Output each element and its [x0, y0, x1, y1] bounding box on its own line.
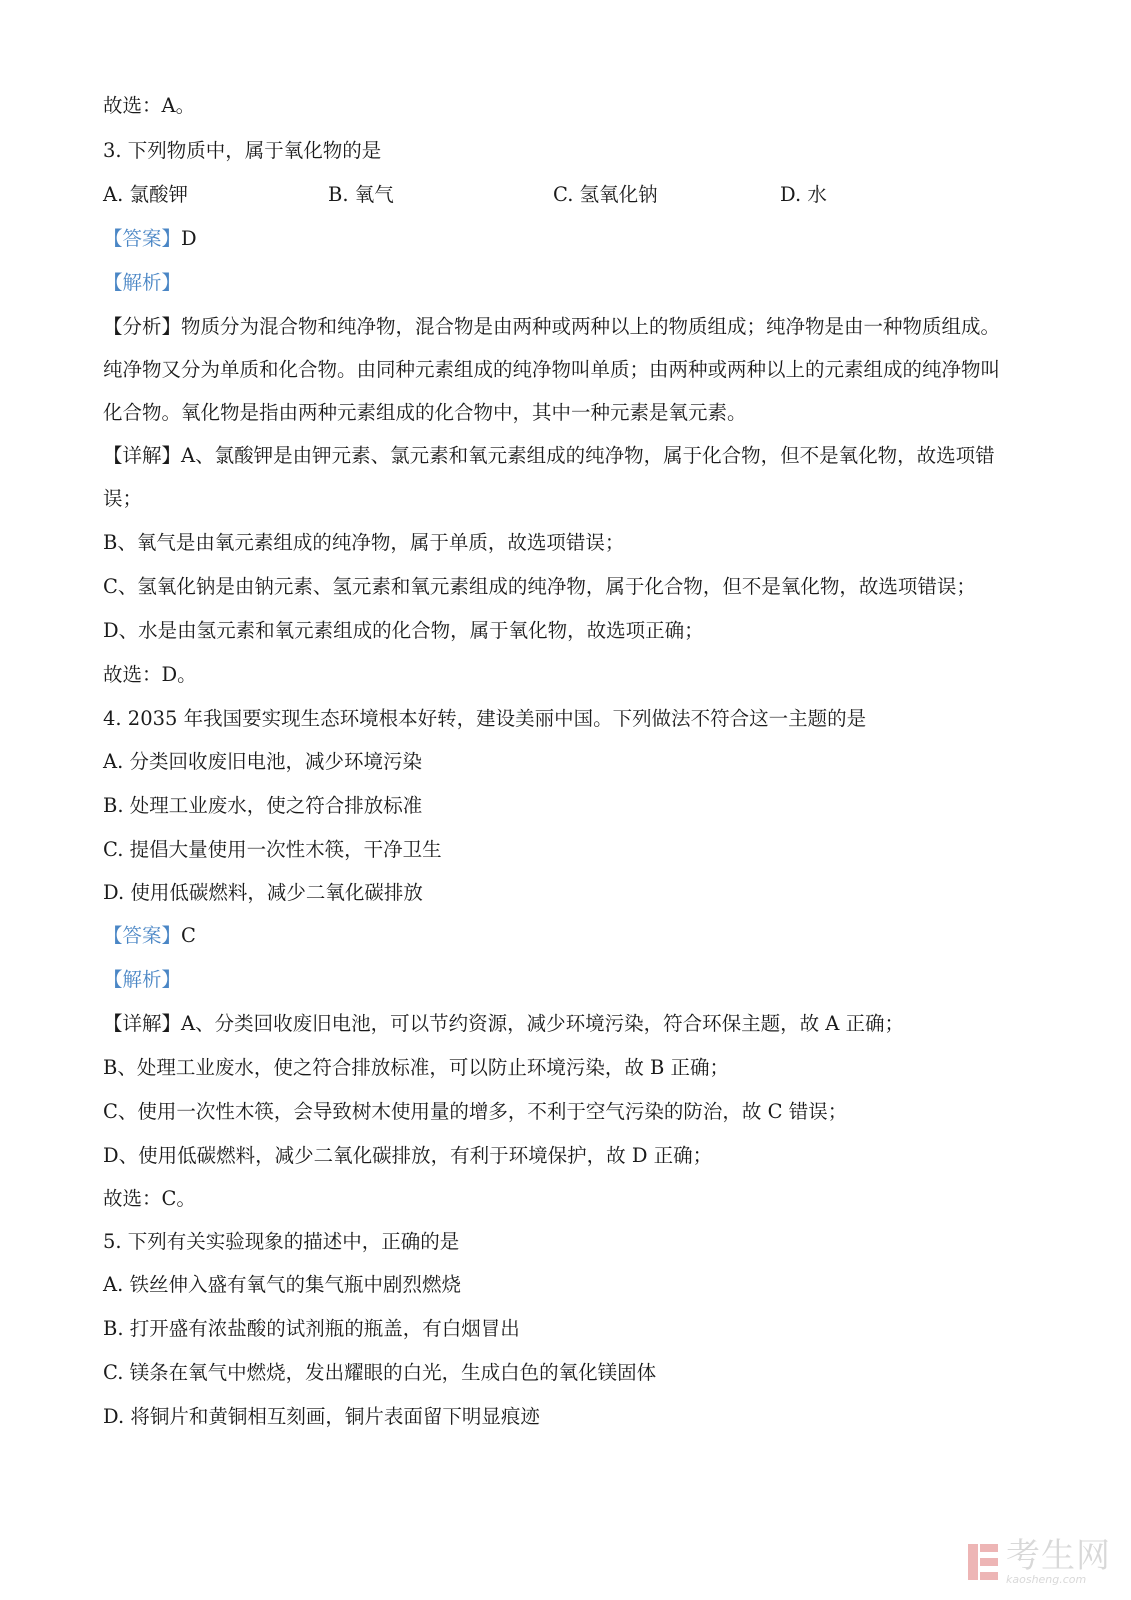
- q3-detail-b: B、氧气是由氧元素组成的纯净物，属于单质，故选项错误；: [103, 531, 625, 554]
- q4-conclusion: 故选：C。: [103, 1187, 196, 1210]
- q3-option-d: D. 水: [780, 183, 827, 206]
- q4-detail-d: D、使用低碳燃料，减少二氧化碳排放，有利于环境保护，故 D 正确；: [103, 1144, 713, 1167]
- conclusion-q2: 故选：A。: [103, 94, 196, 117]
- answer-tag: 【答案】: [103, 227, 182, 250]
- q3-detail-c: C、氢氧化钠是由钠元素、氢元素和氧元素组成的纯净物，属于化合物，但不是氧化物，故选项错误；: [103, 575, 976, 598]
- answer-value: D: [181, 227, 197, 250]
- q4-detail-c: C、使用一次性木筷，会导致树木使用量的增多，不利于空气污染的防治，故 C 错误；: [103, 1100, 848, 1123]
- q4-option-c: C. 提倡大量使用一次性木筷，干净卫生: [103, 838, 442, 861]
- q3-analysis-heading: [103, 270, 181, 296]
- q4-option-b: B. 处理工业废水，使之符合排放标准: [103, 794, 423, 817]
- q3-detail-line-2: 误；: [103, 487, 143, 510]
- q3-detail-d: D、水是由氢元素和氧元素组成的化合物，属于氧化物，故选项正确；: [103, 619, 704, 642]
- analysis-tag: 【解析】: [103, 968, 182, 991]
- q3-answer: [103, 226, 197, 252]
- q4-detail-a: 【详解】A、分类回收废旧电池，可以节约资源，减少环境污染，符合环保主题，故 A 正确；: [103, 1012, 905, 1035]
- q5-option-a: A. 铁丝伸入盛有氧气的集气瓶中剧烈燃烧: [103, 1273, 461, 1296]
- q4-detail-b: B、处理工业废水，使之符合排放标准，可以防止环境污染，故 B 正确；: [103, 1056, 730, 1079]
- answer-tag: 【答案】: [103, 924, 182, 947]
- q5-option-b: B. 打开盛有浓盐酸的试剂瓶的瓶盖，有白烟冒出: [103, 1317, 520, 1340]
- kaosheng-logo-icon: [966, 1542, 1000, 1582]
- q3-analysis-line-3: 化合物。氧化物是指由两种元素组成的化合物中，其中一种元素是氧元素。: [103, 401, 747, 424]
- watermark-en-text: kaosheng.com: [1006, 1573, 1087, 1586]
- q4-answer: [103, 923, 196, 949]
- q5-option-d: D. 将铜片和黄铜相互刻画，铜片表面留下明显痕迹: [103, 1405, 540, 1428]
- question-3-stem: 3. 下列物质中，属于氧化物的是: [103, 139, 382, 162]
- q4-option-a: A. 分类回收废旧电池，减少环境污染: [103, 750, 422, 773]
- question-4-stem: 4. 2035 年我国要实现生态环境根本好转，建设美丽中国。下列做法不符合这一主题的是: [103, 707, 867, 730]
- q4-analysis-heading: [103, 967, 181, 993]
- q4-option-d: D. 使用低碳燃料，减少二氧化碳排放: [103, 881, 423, 904]
- q3-conclusion: 故选：D。: [103, 663, 197, 686]
- question-5-stem: 5. 下列有关实验现象的描述中，正确的是: [103, 1230, 460, 1253]
- q3-analysis-line-1: 【分析】物质分为混合物和纯净物，混合物是由两种或两种以上的物质组成；纯净物是由一种物质组成。: [103, 315, 1001, 338]
- answer-value: C: [181, 924, 196, 947]
- q3-option-b: B. 氧气: [328, 183, 394, 206]
- analysis-tag: 【解析】: [103, 271, 182, 294]
- kaosheng-watermark: [966, 1538, 1111, 1586]
- q5-option-c: C. 镁条在氧气中燃烧，发出耀眼的白光，生成白色的氧化镁固体: [103, 1361, 657, 1384]
- q3-option-a: A. 氯酸钾: [103, 183, 188, 206]
- q3-option-c: C. 氢氧化钠: [553, 183, 658, 206]
- q3-analysis-line-2: 纯净物又分为单质和化合物。由同种元素组成的纯净物叫单质；由两种或两种以上的元素组成的纯净物叫: [103, 358, 1001, 381]
- q3-detail-line-1: 【详解】A、氯酸钾是由钾元素、氯元素和氧元素组成的纯净物，属于化合物，但不是氧化物，故选项错: [103, 444, 995, 467]
- watermark-cn-text: 考生网: [1006, 1536, 1111, 1576]
